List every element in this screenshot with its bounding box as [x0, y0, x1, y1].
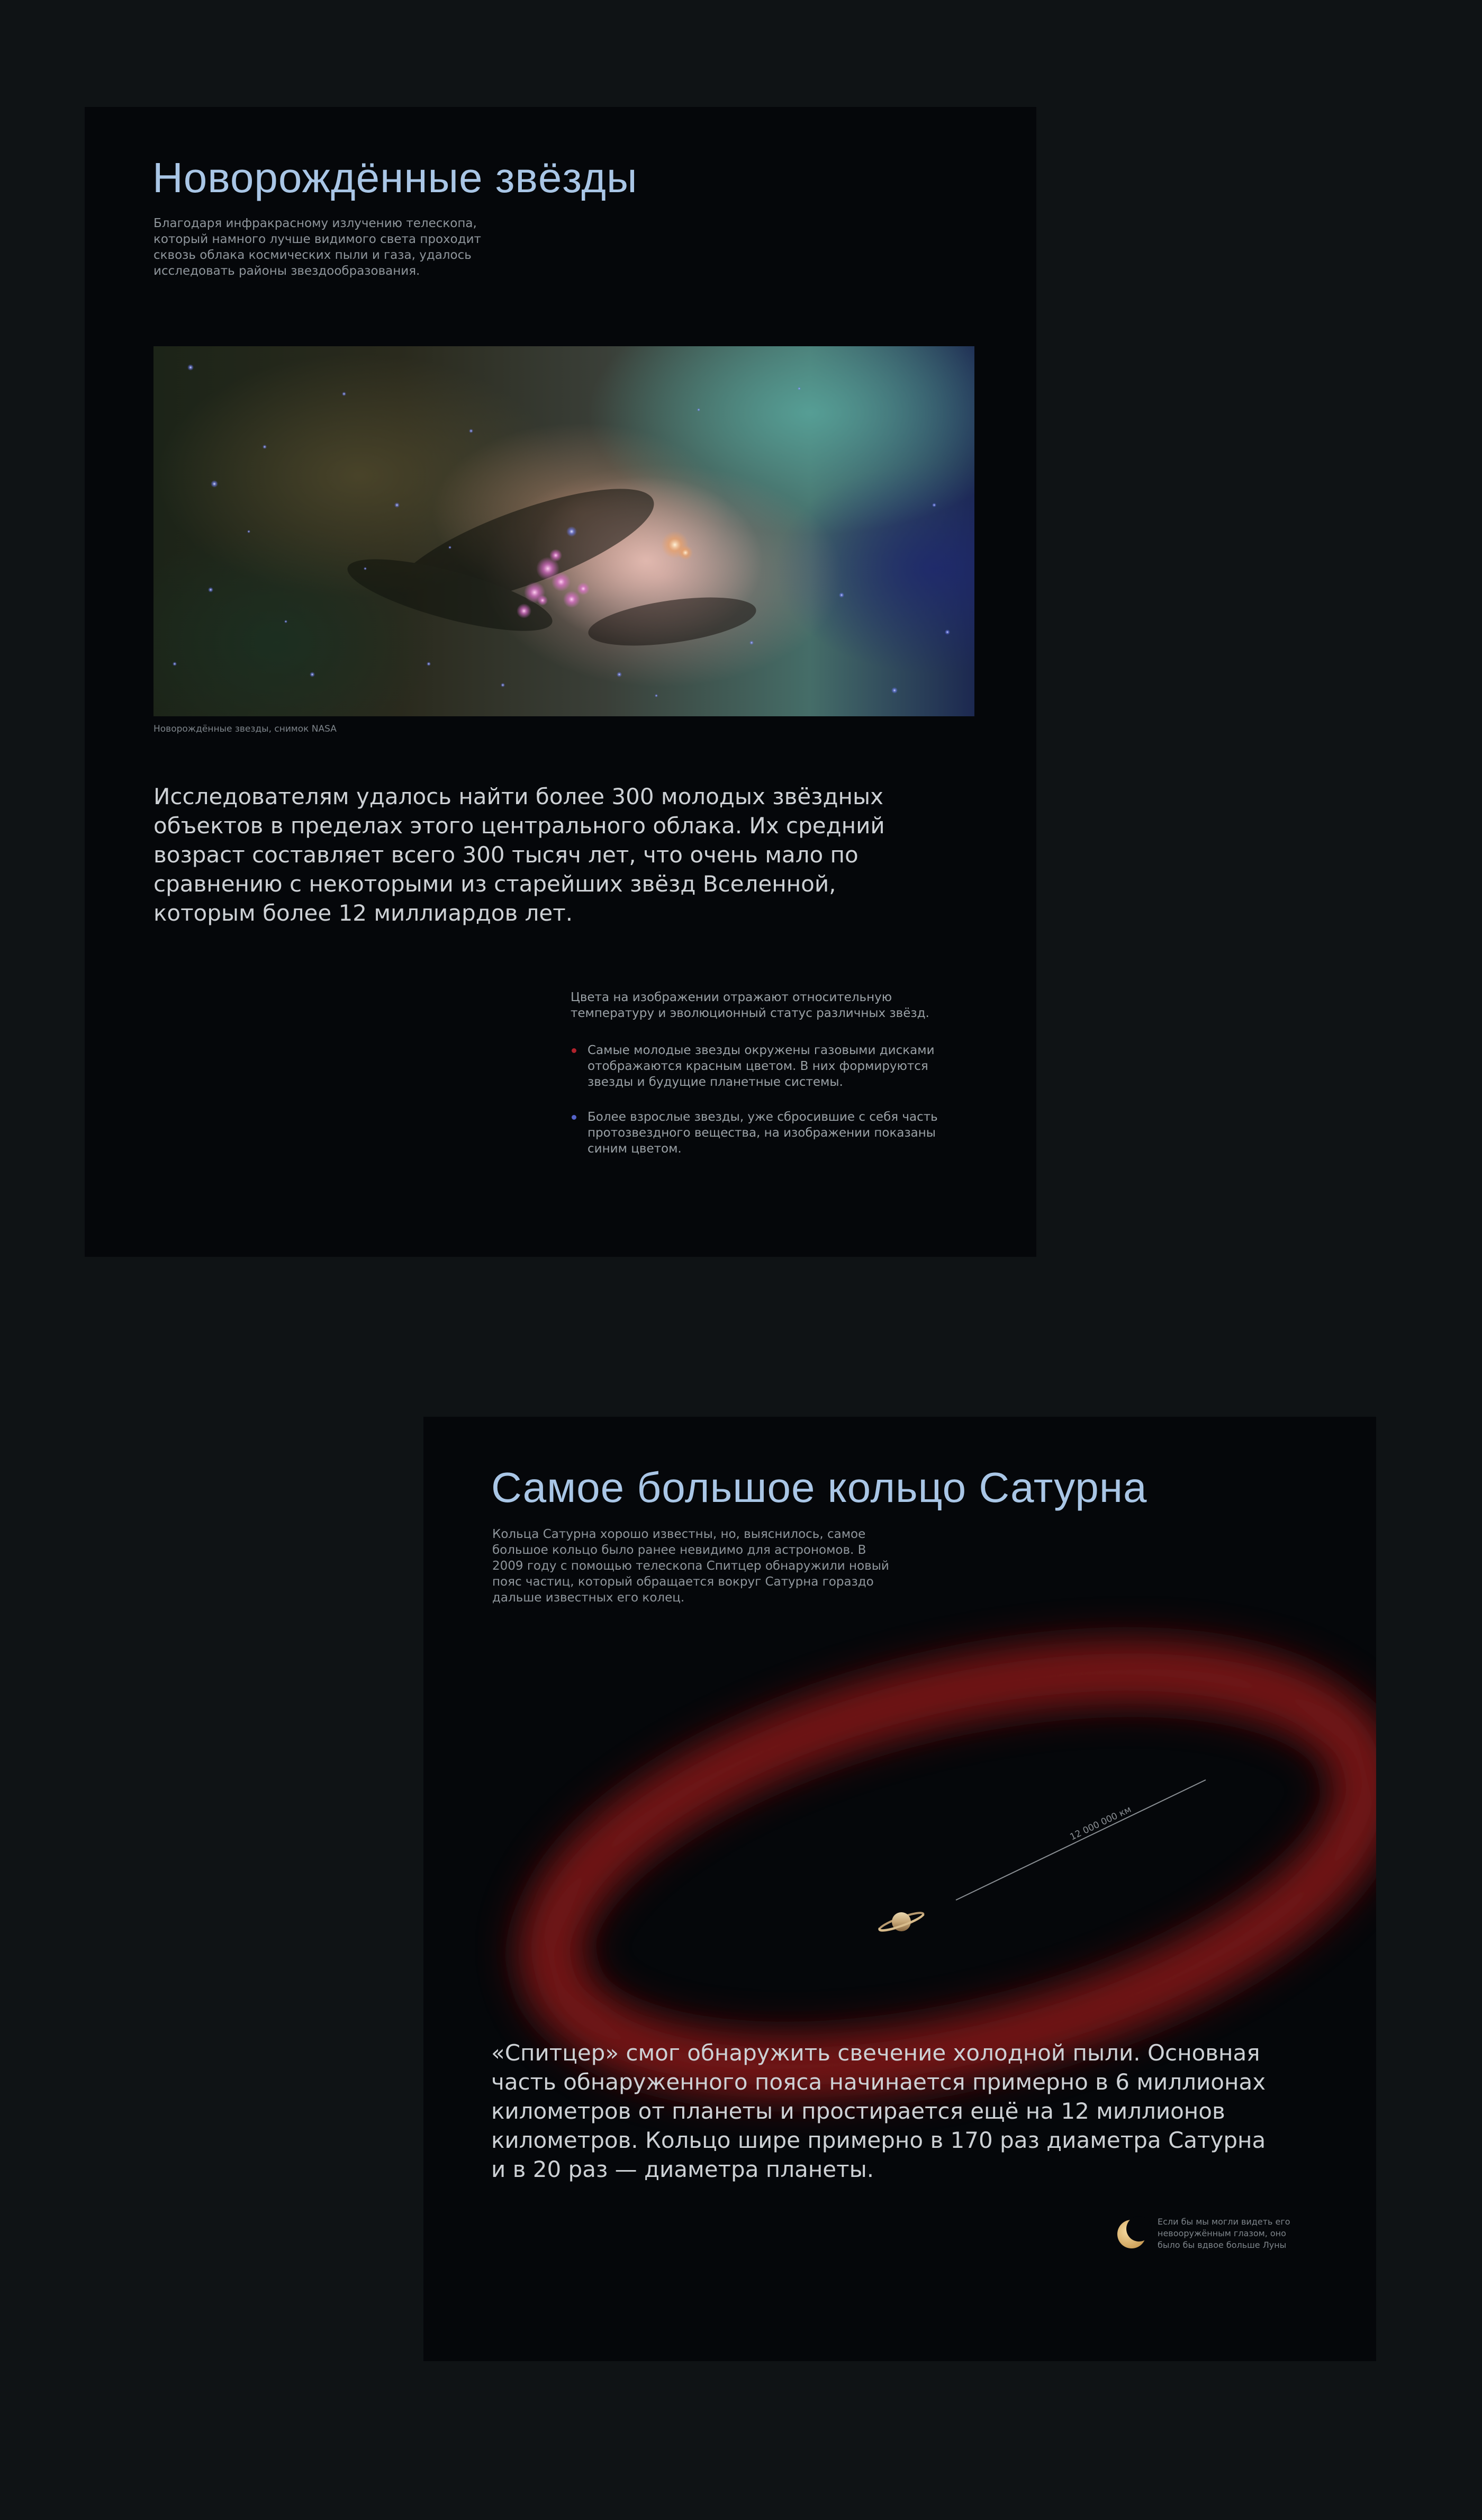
section-lead: Благодаря инфракрасному излучению телескопа, который намного лучше видимого света проходит сквозь облака космических пыли и газа, удалось исследовать районы звездообразования.: [153, 217, 481, 278]
moon-comparison-note: Если бы мы могли видеть его невооружённым глазом, оно было бы вдвое больше Луны: [1158, 2217, 1290, 2250]
saturn-ring-section: [423, 1417, 1376, 2361]
legend-item-text: Более взрослые звезды, уже сбросившие с себя часть протозвездного вещества, на изображении показаны синим цветом.: [588, 1110, 938, 1156]
legend-item-text: Самые молодые звезды окружены газовыми дисками отображаются красным цветом. В них формируются звезды и будущие планетные системы.: [588, 1043, 935, 1089]
section-body-text: «Спитцер» смог обнаружить свечение холодной пыли. Основная часть обнаруженного пояса начинается примерно в 6 миллионах километров от планеты и простирается ещё на 12 миллионов километров. Кольцо шире примерно в 170 раз диаметра Сатурна и в 20 раз — диаметра планеты.: [491, 2040, 1266, 2182]
saturn-icon: [878, 1910, 925, 1933]
red-dot-icon: [572, 1048, 576, 1053]
nebula-image: [153, 346, 974, 716]
section-body-text: Исследователям удалось найти более 300 молодых звёздных объектов в пределах этого центрального облака. Их средний возраст составляет всего 300 тысяч лет, что очень мало по сравнению с некоторыми из старейших звёзд Вселенной, которым более 12 миллиардов лет.: [153, 784, 885, 926]
section-title: Новорождённые звёзды: [152, 154, 638, 201]
legend-item-mature-stars: [571, 1109, 973, 1157]
distance-label: 12 000 000 км: [1068, 1804, 1133, 1843]
image-caption: Новорождённые звезды, снимок NASA: [153, 724, 337, 734]
legend-item-young-stars: [571, 1042, 973, 1090]
distance-line: [956, 1780, 1206, 1900]
color-legend-intro: Цвета на изображении отражают относительную температуру и эволюционный статус различных звёзд.: [571, 991, 929, 1020]
blue-dot-icon: [572, 1115, 576, 1120]
section-title: Самое большое кольцо Сатурна: [491, 1464, 1147, 1511]
newborn-stars-section: [85, 107, 1036, 1257]
section-lead: Кольца Сатурна хорошо известны, но, выяснилось, самое большое кольцо было ранее невидимо для астрономов. В 2009 году с помощью телескопа Спитцер обнаружили новый пояс частиц, который обращается вокруг Сатурна гораздо дальше известных его колец.: [492, 1527, 889, 1605]
crescent-moon-icon: [1117, 2216, 1152, 2248]
star-field: [153, 346, 974, 716]
